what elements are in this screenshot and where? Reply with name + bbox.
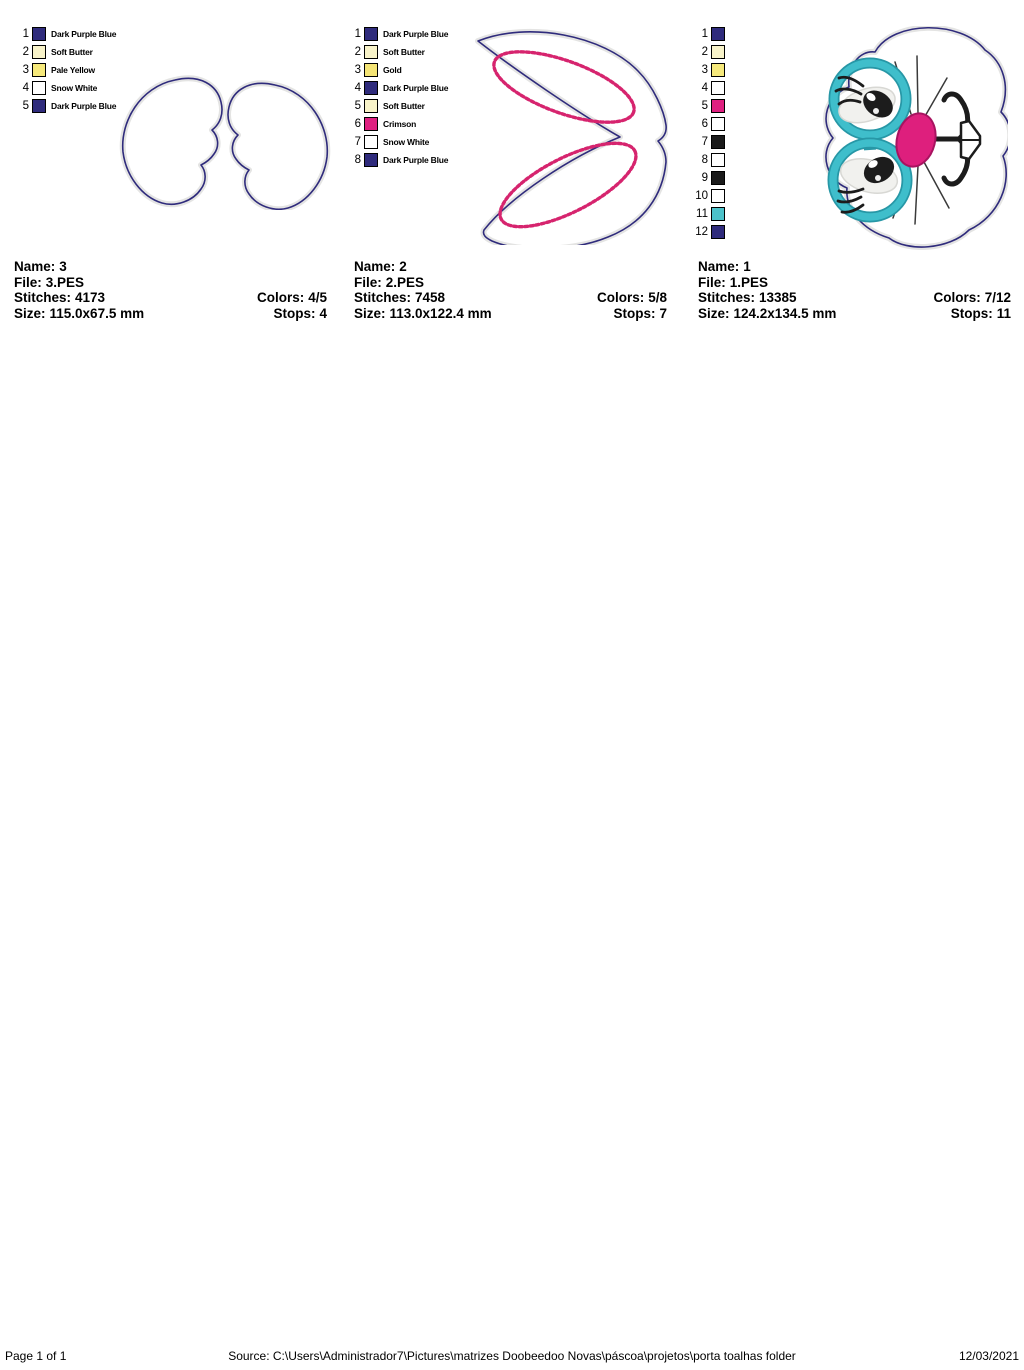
- thread-number: 12: [695, 226, 708, 238]
- thread-color-row: [14, 79, 116, 97]
- stitches-value: 4173: [75, 290, 106, 306]
- thread-color-label: Snow White: [383, 137, 430, 147]
- stops-label: Stops:: [950, 305, 993, 321]
- thread-color-chip: [711, 27, 725, 41]
- stitches-value: 13385: [759, 290, 797, 306]
- size-group: [354, 306, 492, 322]
- colors-label: Colors:: [596, 290, 645, 306]
- file-label: File:: [354, 274, 382, 290]
- thread-color-chip: [364, 117, 378, 131]
- name-line: [14, 259, 327, 275]
- size-group: [14, 306, 144, 322]
- page-footer: [0, 1349, 1024, 1365]
- thread-color-chip: [364, 63, 378, 77]
- thread-number: 6: [701, 118, 708, 130]
- thread-number: 1: [22, 28, 29, 40]
- colors-label: Colors:: [933, 290, 981, 306]
- thread-color-row: [346, 43, 448, 61]
- stitches-value: 7458: [415, 290, 446, 306]
- thread-color-chip: [711, 171, 725, 185]
- thread-number: 11: [696, 208, 708, 220]
- thread-color-row: [14, 43, 116, 61]
- thread-color-chip: [711, 225, 725, 239]
- thread-color-label: Dark Purple Blue: [383, 155, 449, 165]
- thread-number: 3: [701, 64, 708, 76]
- thread-number: 1: [701, 28, 708, 40]
- thread-color-row: [693, 151, 730, 169]
- design-preview-face: [803, 26, 1008, 250]
- thread-color-label: Dark Purple Blue: [51, 101, 117, 111]
- thread-color-chip: [364, 153, 378, 167]
- size-label: Size:: [698, 305, 730, 321]
- thread-number: 5: [22, 100, 29, 112]
- thread-color-row: [693, 223, 730, 241]
- stops-group: [951, 306, 1011, 322]
- thread-color-chip: [32, 27, 46, 41]
- thread-color-label: Dark Purple Blue: [383, 83, 449, 93]
- thread-color-row: [693, 205, 730, 223]
- file-value: 2.PES: [385, 274, 425, 290]
- foot-shape-left: [123, 78, 222, 204]
- thread-color-chip: [364, 81, 378, 95]
- file-label: File:: [698, 274, 726, 290]
- colors-value: 5/8: [648, 290, 667, 306]
- thread-color-list-design3: [14, 25, 116, 115]
- thread-color-chip: [32, 81, 46, 95]
- thread-color-row: [693, 133, 730, 151]
- thread-color-chip: [32, 63, 46, 77]
- name-value: 3: [59, 259, 67, 274]
- file-line: [698, 275, 1011, 291]
- thread-number: 2: [701, 46, 708, 58]
- print-date: 12/03/2021: [958, 1349, 1019, 1363]
- thread-color-row: [693, 61, 730, 79]
- thread-color-row: [346, 115, 448, 133]
- thread-color-chip: [32, 45, 46, 59]
- file-label: File:: [14, 274, 42, 290]
- design-info-3: [14, 259, 327, 321]
- file-value: 3.PES: [45, 274, 85, 290]
- thread-color-chip: [364, 27, 378, 41]
- size-value: 115.0x67.5 mm: [49, 305, 145, 321]
- thread-color-row: [346, 61, 448, 79]
- thread-number: 7: [701, 136, 708, 148]
- thread-color-row: [346, 97, 448, 115]
- thread-color-label: Soft Butter: [51, 47, 93, 57]
- thread-color-row: [693, 97, 730, 115]
- colors-group: [597, 290, 667, 306]
- eye-top-glint-small: [873, 108, 879, 114]
- name-value: 2: [399, 259, 407, 274]
- thread-color-row: [346, 79, 448, 97]
- thread-color-label: Dark Purple Blue: [383, 29, 449, 39]
- thread-color-row: [693, 79, 730, 97]
- size-value: 113.0x122.4 mm: [389, 305, 492, 321]
- stitches-colors-line: [354, 290, 667, 306]
- thread-number: 9: [701, 172, 708, 184]
- stitches-group: [354, 290, 445, 306]
- thread-color-chip: [711, 81, 725, 95]
- thread-color-label: Soft Butter: [383, 101, 425, 111]
- foot-shape-right: [228, 83, 327, 209]
- stitches-group: [698, 290, 797, 306]
- size-group: [698, 306, 836, 322]
- size-value: 124.2x134.5 mm: [733, 305, 837, 321]
- thread-color-chip: [711, 207, 725, 221]
- page-number: Page 1 of 1: [5, 1349, 67, 1363]
- thread-number: 7: [354, 136, 361, 148]
- stitches-group: [14, 290, 105, 306]
- thread-color-row: [693, 43, 730, 61]
- thread-color-chip: [364, 99, 378, 113]
- name-label: Name:: [354, 259, 396, 274]
- stops-value: 4: [319, 305, 327, 321]
- thread-color-row: [14, 61, 116, 79]
- thread-number: 4: [701, 82, 708, 94]
- design-preview-shapes: [103, 60, 331, 210]
- thread-color-chip: [711, 135, 725, 149]
- colors-group: [257, 290, 327, 306]
- thread-color-chip: [711, 117, 725, 131]
- stops-value: 11: [996, 305, 1011, 321]
- thread-number: 3: [354, 64, 361, 76]
- thread-color-chip: [364, 135, 378, 149]
- name-value: 1: [743, 259, 751, 274]
- bunny-ears-graphic: [478, 32, 666, 245]
- file-value: 1.PES: [729, 274, 769, 290]
- thread-color-chip: [711, 189, 725, 203]
- colors-label: Colors:: [256, 290, 305, 306]
- stops-label: Stops:: [273, 305, 316, 321]
- colors-group: [933, 290, 1011, 306]
- thread-color-row: [14, 97, 116, 115]
- thread-color-chip: [711, 63, 725, 77]
- thread-color-chip: [711, 153, 725, 167]
- thread-color-row: [693, 169, 730, 187]
- stops-value: 7: [659, 305, 667, 321]
- stitches-colors-line: [14, 290, 327, 306]
- thread-color-row: [693, 187, 730, 205]
- thread-color-list-design2: [346, 25, 448, 169]
- thread-color-list-design1: [693, 25, 730, 241]
- file-line: [14, 275, 327, 291]
- size-stops-line: [14, 306, 327, 322]
- design-info-2: [354, 259, 667, 321]
- thread-number: 5: [354, 100, 361, 112]
- size-label: Size:: [14, 305, 46, 321]
- thread-color-row: [14, 25, 116, 43]
- thread-color-chip: [711, 45, 725, 59]
- thread-color-label: Dark Purple Blue: [51, 29, 117, 39]
- name-label: Name:: [698, 259, 740, 274]
- thread-number: 1: [354, 28, 361, 40]
- thread-number: 5: [701, 100, 708, 112]
- bunny-face-graphic: [826, 28, 1008, 247]
- name-line: [354, 259, 667, 275]
- thread-color-chip: [711, 99, 725, 113]
- thread-color-chip: [32, 99, 46, 113]
- eye-bottom-glint-small: [875, 175, 881, 181]
- colors-value: 4/5: [308, 290, 327, 306]
- thread-color-label: Crimson: [383, 119, 417, 129]
- stops-label: Stops:: [613, 305, 656, 321]
- thread-number: 2: [22, 46, 29, 58]
- thread-color-label: Soft Butter: [383, 47, 425, 57]
- thread-number: 2: [354, 46, 361, 58]
- thread-number: 8: [701, 154, 708, 166]
- design-preview-ears: [458, 27, 668, 245]
- thread-color-row: [346, 133, 448, 151]
- stitches-colors-line: [698, 290, 1011, 306]
- name-line: [698, 259, 1011, 275]
- thread-number: 4: [22, 82, 29, 94]
- thread-color-row: [693, 115, 730, 133]
- thread-color-row: [346, 25, 448, 43]
- name-label: Name:: [14, 259, 56, 274]
- design-info-1: [698, 259, 1011, 321]
- thread-color-row: [693, 25, 730, 43]
- thread-number: 10: [695, 190, 708, 202]
- thread-color-label: Pale Yellow: [51, 65, 95, 75]
- source-path: Source: C:\Users\Administrador7\Pictures\matrizes Doobeedoo Novas\páscoa\projetos\porta toalhas folder: [228, 1349, 796, 1363]
- thread-number: 3: [22, 64, 29, 76]
- stitches-label: Stitches:: [14, 290, 72, 306]
- stops-group: [273, 306, 327, 322]
- thread-color-chip: [364, 45, 378, 59]
- stitches-label: Stitches:: [698, 290, 756, 306]
- stops-group: [613, 306, 667, 322]
- thread-number: 6: [354, 118, 361, 130]
- stitches-label: Stitches:: [354, 290, 412, 306]
- size-stops-line: [354, 306, 667, 322]
- thread-color-label: Gold: [383, 65, 402, 75]
- colors-value: 7/12: [984, 290, 1011, 306]
- thread-number: 8: [354, 154, 361, 166]
- size-label: Size:: [354, 305, 386, 321]
- thread-color-label: Snow White: [51, 83, 98, 93]
- thread-color-row: [346, 151, 448, 169]
- size-stops-line: [698, 306, 1011, 322]
- file-line: [354, 275, 667, 291]
- thread-number: 4: [354, 82, 361, 94]
